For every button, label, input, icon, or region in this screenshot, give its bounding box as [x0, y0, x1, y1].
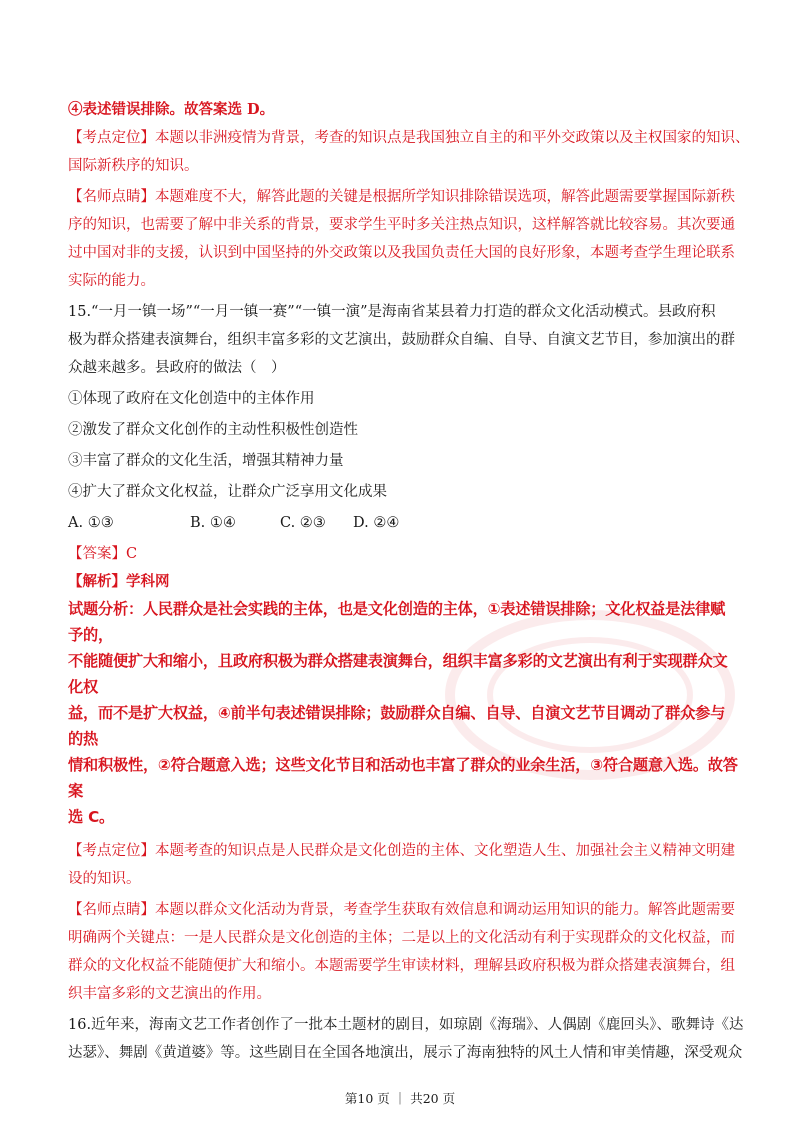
q15-answer: 【答案】C — [68, 546, 138, 562]
q15-analysis-line: 试题分析：人民群众是社会实践的主体，也是文化创造的主体，①表述错误排除；文化权益是法律赋予的， — [68, 600, 726, 644]
q15-analysis-line: 选 C。 — [68, 808, 115, 826]
q15-options — [68, 513, 738, 533]
q15-kaodian-line: 【考点定位】本题考查的知识点是人民群众是文化创造的主体、文化塑造人生、加强社会主义精神文明建 — [68, 843, 735, 859]
q15-stem-line: 极为群众搭建表演舞台，组织丰富多彩的文艺演出，鼓励群众自编、自导、自演文艺节目，参加演出的群 — [68, 332, 735, 348]
q16-stem-line: 16.近年来，海南文艺工作者创作了一批本土题材的剧目，如琼剧《海瑞》、人偶剧《鹿回头》、歌舞诗《达 — [68, 1017, 744, 1033]
q15-mingshi-line: 明确两个关键点：一是人民群众是文化创造的主体；二是以上的文化活动有利于实现群众的文化权益，而 — [68, 930, 735, 946]
q15-stem-line: 15.“一月一镇一场”“一月一镇一赛”“一镇一演”是海南省某县着力打造的群众文化活动模式。县政府积 — [68, 304, 716, 320]
q15-mingshi-line: 织丰富多彩的文艺演出的作用。 — [68, 986, 271, 1002]
q16-stem-line: 达瑟》、舞剧《黄道婆》等。这些剧目在全国各地演出，展示了海南独特的风土人情和审美情趣，深受观众 — [68, 1045, 743, 1061]
q15-analysis-line: 不能随便扩大和缩小，且政府积极为群众搭建表演舞台，组织丰富多彩的文艺演出有利于实现群众文化权 — [68, 652, 728, 696]
q15-mingshi-line: 【名师点睛】本题以群众文化活动为背景，考查学生获取有效信息和调动运用知识的能力。解答此题需要 — [68, 902, 735, 918]
q15-analysis-line: 益，而不是扩大权益，④前半句表述错误排除；鼓励群众自编、自导、自演文艺节目调动了群众参与的热 — [68, 704, 726, 748]
q14-kaodian-line: 国际新秩序的知识。 — [68, 158, 199, 174]
q14-mingshi-line: 【名师点睛】本题难度不大，解答此题的关键是根据所学知识排除错误选项，解答此题需要掌握国际新秩 — [68, 189, 735, 205]
q15-item-1: ①体现了政府在文化创造中的主体作用 — [68, 391, 315, 407]
q15-stem-line: 众越来越多。县政府的做法（ ） — [68, 360, 286, 376]
q15-analysis-line: 情和积极性，②符合题意入选；这些文化节目和活动也丰富了群众的业余生活，③符合题意入选。故答案 — [68, 756, 738, 800]
q14-mingshi-line: 序的知识，也需要了解中非关系的背景，要求学生平时多关注热点知识，这样解答就比较容易。其次要通 — [68, 217, 735, 233]
q15-item-3: ③丰富了群众的文化生活，增强其精神力量 — [68, 453, 344, 469]
q14-kaodian-line: 【考点定位】本题以非洲疫情为背景，考查的知识点是我国独立自主的和平外交政策以及主权国家的知识、 — [68, 130, 750, 146]
q15-option-d: D. ②④ — [353, 515, 400, 531]
q14-mingshi-line: 过中国对非的支援，认识到中国坚持的外交政策以及我国负责任大国的良好形象，本题考查学生理论联系 — [68, 245, 735, 261]
q15-item-4: ④扩大了群众文化权益，让群众广泛享用文化成果 — [68, 484, 387, 500]
q14-analysis-end: ④表述错误排除。故答案选 D。 — [68, 101, 275, 118]
q15-item-2: ②激发了群众文化创作的主动性积极性创造性 — [68, 422, 358, 438]
q15-option-b: B. ①④ — [190, 515, 236, 531]
page-footer: 第10 页 ｜ 共20 页 — [344, 1091, 456, 1106]
page-content — [68, 100, 750, 1063]
q15-jiexi-label: 【解析】学科网 — [68, 573, 170, 590]
q15-option-a: A. ①③ — [68, 515, 114, 531]
q15-kaodian-line: 设的知识。 — [68, 871, 141, 887]
q15-option-c: C. ②③ — [280, 515, 326, 531]
q14-mingshi-line: 实际的能力。 — [68, 273, 155, 289]
q15-mingshi-line: 群众的文化权益不能随便扩大和缩小。本题需要学生审读材料，理解县政府积极为群众搭建表演舞台，组 — [68, 958, 735, 974]
